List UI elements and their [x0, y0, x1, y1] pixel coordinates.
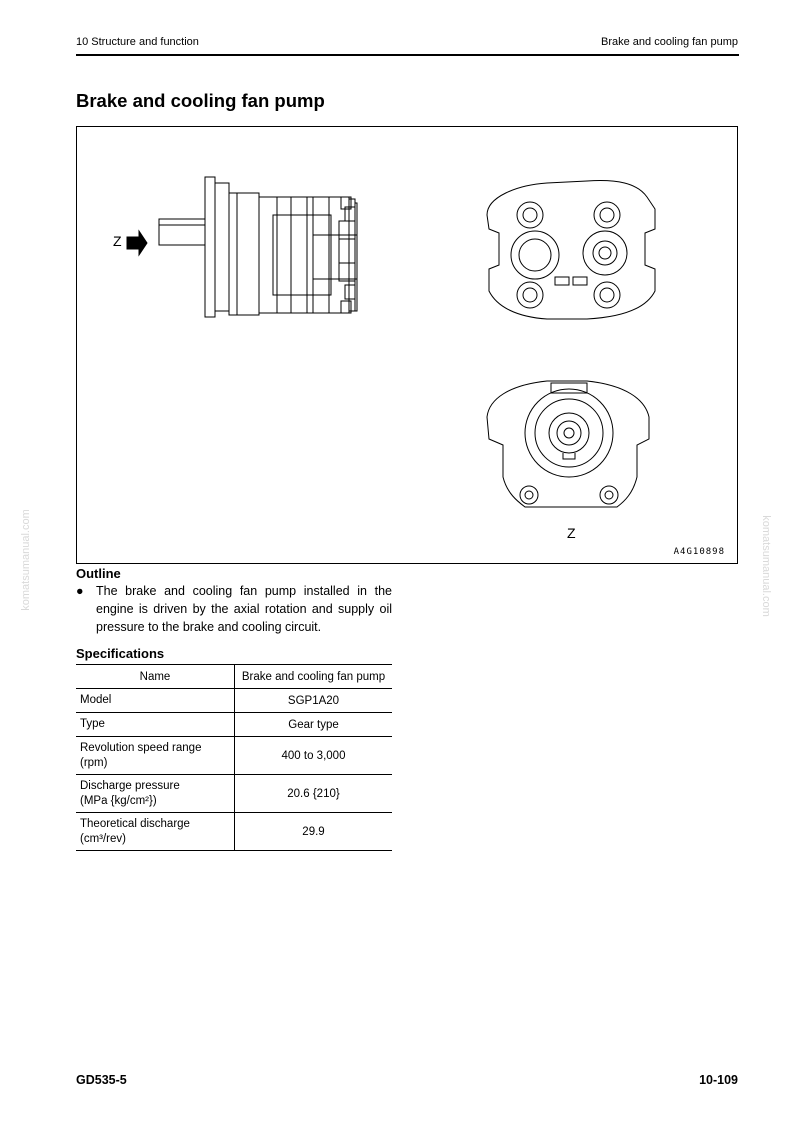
watermark-right: komatsumanual.com	[760, 515, 772, 617]
bullet-icon: ●	[76, 584, 84, 598]
pump-side-view	[127, 177, 357, 317]
footer-page: 10-109	[699, 1073, 738, 1087]
row-name	[76, 813, 235, 851]
outline-list	[76, 582, 392, 636]
column-header-pump: Brake and cooling fan pump	[235, 665, 393, 689]
row-name-text: Discharge pressure	[80, 779, 180, 792]
watermark-left: komatsumanual.com	[20, 509, 32, 611]
pump-rear-view	[487, 181, 655, 319]
row-value: 400 to 3,000	[235, 737, 393, 775]
outline-item	[76, 582, 392, 636]
row-value: 20.6 {210}	[235, 775, 393, 813]
page-title: Brake and cooling fan pump	[76, 90, 325, 111]
header-section: 10 Structure and function	[76, 36, 199, 48]
header-rule	[76, 54, 739, 56]
row-name-unit: (MPa {kg/cm²})	[80, 794, 157, 807]
column-header-name: Name	[76, 665, 235, 689]
row-name-text: Model	[80, 694, 112, 706]
table-header-row	[76, 665, 392, 689]
row-value: Gear type	[235, 713, 393, 737]
table-row	[76, 689, 392, 713]
outline-item-text: The brake and cooling fan pump installed in the engine is driven by the axial rotation and supply oil pressure to the brake and cooling circuit.	[96, 584, 392, 634]
table-row	[76, 737, 392, 775]
row-name	[76, 713, 235, 737]
row-value: SGP1A20	[235, 689, 393, 713]
table-row	[76, 713, 392, 737]
table-row	[76, 813, 392, 851]
row-name-unit: (rpm)	[80, 756, 108, 769]
row-name	[76, 737, 235, 775]
row-name-unit: (cm³/rev)	[80, 832, 126, 845]
row-name-text: Theoretical discharge	[80, 817, 190, 830]
row-value: 29.9	[235, 813, 393, 851]
z-view-label: Z	[567, 525, 576, 541]
pump-figure	[76, 126, 738, 564]
pump-front-view	[487, 381, 649, 507]
row-name	[76, 775, 235, 813]
pump-drawing	[77, 127, 737, 563]
header-topic: Brake and cooling fan pump	[601, 36, 738, 48]
row-name-text: Type	[80, 718, 105, 730]
specifications-heading: Specifications	[76, 646, 165, 661]
table-row	[76, 775, 392, 813]
z-arrow-label: Z	[113, 233, 122, 249]
outline-heading: Outline	[76, 566, 121, 581]
footer-model: GD535-5	[76, 1073, 127, 1087]
figure-code: A4G10898	[673, 547, 725, 557]
row-name	[76, 689, 235, 713]
row-name-text: Revolution speed range	[80, 741, 202, 754]
specifications-table	[76, 664, 392, 851]
